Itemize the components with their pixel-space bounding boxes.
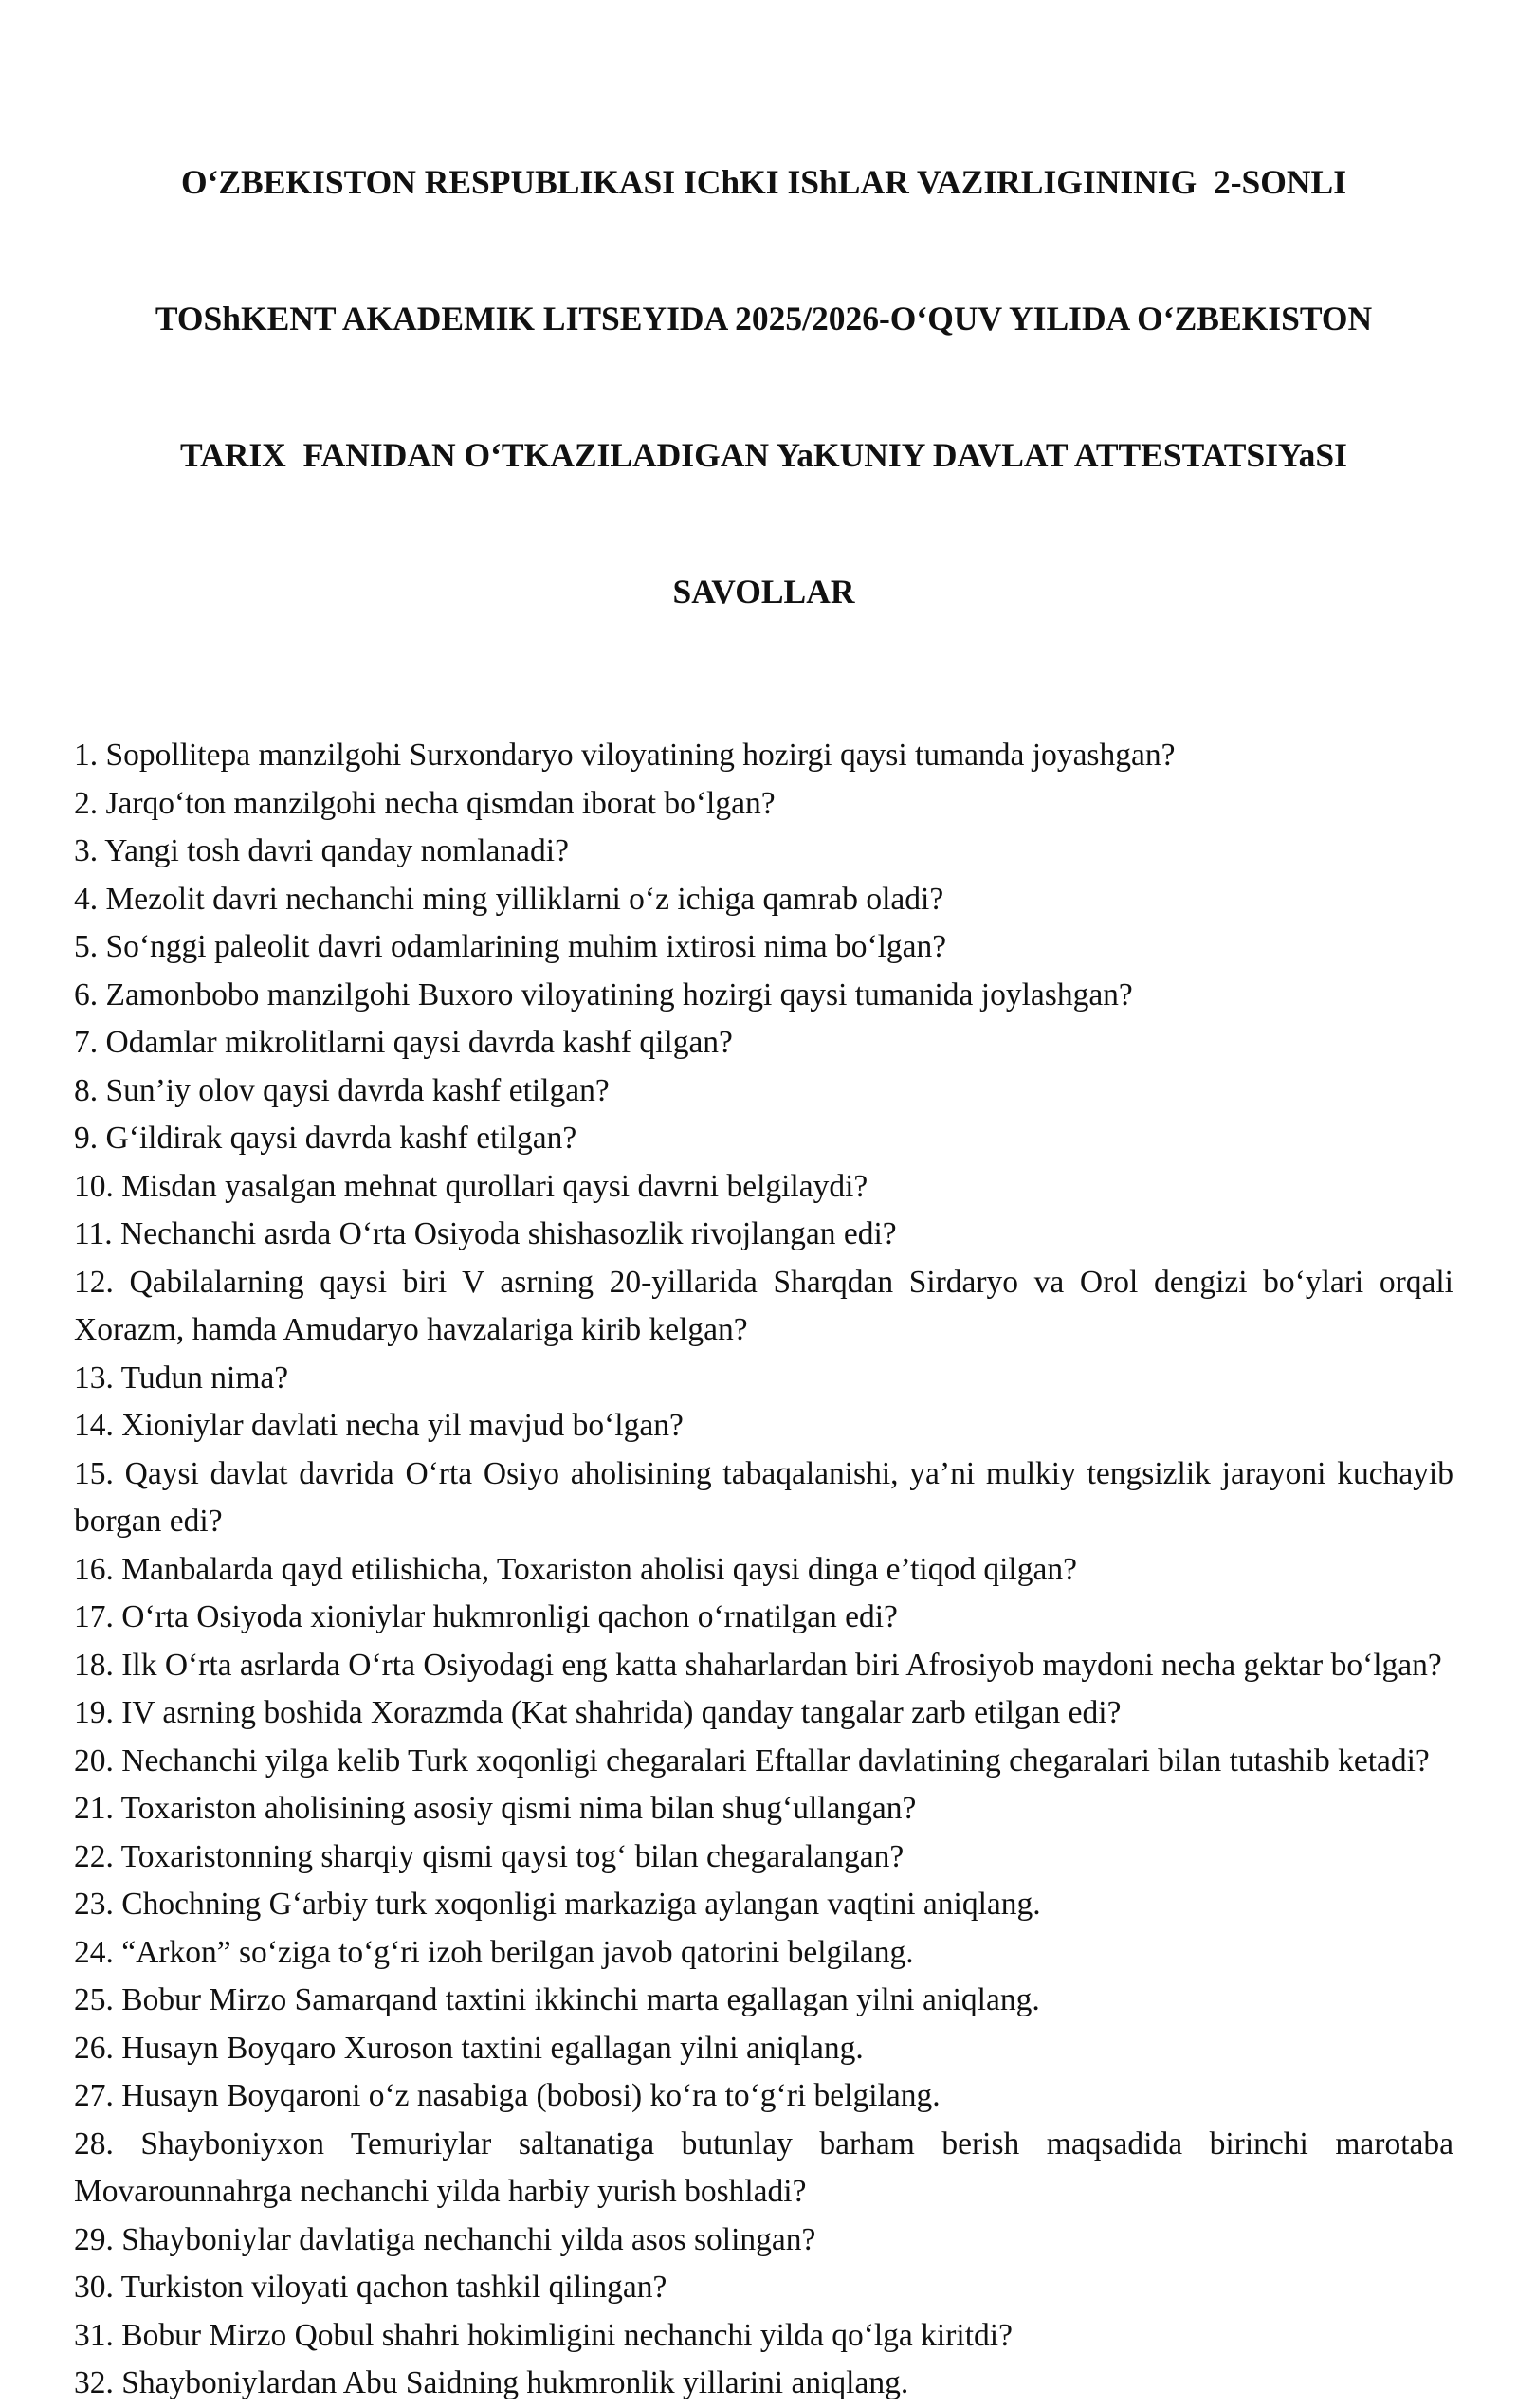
- question-item: 24. “Arkon” so‘ziga to‘g‘ri izoh berilgan javob qatorini belgilang.: [74, 1934, 914, 1970]
- question-item: 15. Qaysi davlat davrida O‘rta Osiyo aholisining tabaqalanishi, ya’ni mulkiy tengsizlik jarayoni kuchayib borgan edi?: [74, 1455, 1453, 1539]
- question-item: 8. Sun’iy olov qaysi davrda kashf etilgan?: [74, 1072, 610, 1108]
- question-item: 12. Qabilalarning qaysi biri V asrning 20-yillarida Sharqdan Sirdaryo va Orol dengizi bo‘ylari orqali Xorazm, hamda Amudaryo havzalariga kirib kelgan?: [74, 1264, 1453, 1347]
- question-item: 22. Toxaristonning sharqiy qismi qaysi tog‘ bilan chegaralangan?: [74, 1838, 905, 1874]
- question-item: 20. Nechanchi yilga kelib Turk xoqonligi chegaralari Eftallar davlatining chegaralari bilan tutashib ketadi?: [74, 1742, 1430, 1779]
- question-item: 13. Tudun nima?: [74, 1359, 289, 1396]
- question-item: 26. Husayn Boyqaro Xuroson taxtini egallagan yilni aniqlang.: [74, 2030, 864, 2066]
- title-line: TARIX FANIDAN O‘TKAZILADIGAN YaKUNIY DAVLAT ATTESTATSIYaSI: [180, 436, 1347, 474]
- question-item: 16. Manbalarda qayd etilishicha, Toxariston aholisi qaysi dinga e’tiqod qilgan?: [74, 1551, 1077, 1587]
- question-item: 11. Nechanchi asrda O‘rta Osiyoda shishasozlik rivojlangan edi?: [74, 1216, 897, 1251]
- question-item: 29. Shayboniylar davlatiga nechanchi yilda asos solingan?: [74, 2221, 816, 2257]
- question-item: 9. G‘ildirak qaysi davrda kashf etilgan?: [74, 1121, 577, 1156]
- question-item: 23. Chochning G‘arbiy turk xoqonligi markaziga aylangan vaqtini aniqlang.: [74, 1887, 1041, 1922]
- question-item: 14. Xioniylar davlati necha yil mavjud bo‘lgan?: [74, 1408, 684, 1443]
- question-item: 25. Bobur Mirzo Samarqand taxtini ikkinchi marta egallagan yilni aniqlang.: [74, 1982, 1040, 2017]
- question-item: 30. Turkiston viloyati qachon tashkil qilingan?: [74, 2270, 667, 2305]
- question-item: 27. Husayn Boyqaroni o‘z nasabiga (bobosi) ko‘ra to‘g‘ri belgilang.: [74, 2078, 941, 2113]
- question-item: 21. Toxariston aholisining asosiy qismi nima bilan shug‘ullangan?: [74, 1791, 917, 1826]
- title-line: O‘ZBEKISTON RESPUBLIKASI IChKI IShLAR VAZIRLIGININIG 2-SONLI: [180, 163, 1347, 201]
- question-item: 5. So‘nggi paleolit davri odamlarining muhim ixtirosi nima bo‘lgan?: [74, 929, 947, 964]
- title-line: SAVOLLAR: [672, 573, 855, 611]
- question-item: 2. Jarqo‘ton manzilgohi necha qismdan iborat bo‘lgan?: [74, 785, 776, 821]
- document-page: [74, 68, 1453, 2408]
- question-item: 6. Zamonbobo manzilgohi Buxoro viloyatining hozirgi qaysi tumanida joylashgan?: [74, 976, 1133, 1012]
- document-title: [74, 68, 1453, 705]
- question-item: 7. Odamlar mikrolitlarni qaysi davrda kashf qilgan?: [74, 1025, 733, 1060]
- question-item: 4. Mezolit davri nechanchi ming yilliklarni o‘z ichiga qamrab oladi?: [74, 881, 944, 917]
- question-item: 1. Sopollitepa manzilgohi Surxondaryo viloyatining hozirgi qaysi tumanda joyashgan?: [74, 738, 1176, 773]
- question-item: 10. Misdan yasalgan mehnat qurollari qaysi davrni belgilaydi?: [74, 1168, 868, 1204]
- title-line: TOShKENT AKADEMIK LITSEYIDA 2025/2026-O‘QUV YILIDA O‘ZBEKISTON: [155, 300, 1373, 337]
- question-item: 19. IV asrning boshida Xorazmda (Kat shahrida) qanday tangalar zarb etilgan edi?: [74, 1695, 1122, 1730]
- question-item: 32. Shayboniylardan Abu Saidning hukmronlik yillarini aniqlang.: [74, 2365, 909, 2400]
- question-item: 17. O‘rta Osiyoda xioniylar hukmronligi qachon o‘rnatilgan edi?: [74, 1599, 898, 1634]
- question-list: [74, 732, 1453, 2408]
- question-item: 18. Ilk O‘rta asrlarda O‘rta Osiyodagi eng katta shaharlardan biri Afrosiyob maydoni necha gektar bo‘lgan?: [74, 1647, 1442, 1683]
- question-item: 28. Shayboniyxon Temuriylar saltanatiga butunlay barham berish maqsadida birinchi marotaba Movarounnahrga nechanchi yilda harbiy yurish boshladi?: [74, 2125, 1453, 2209]
- question-item: 3. Yangi tosh davri qanday nomlanadi?: [74, 833, 569, 868]
- question-item: 31. Bobur Mirzo Qobul shahri hokimligini nechanchi yilda qo‘lga kiritdi?: [74, 2317, 1013, 2353]
